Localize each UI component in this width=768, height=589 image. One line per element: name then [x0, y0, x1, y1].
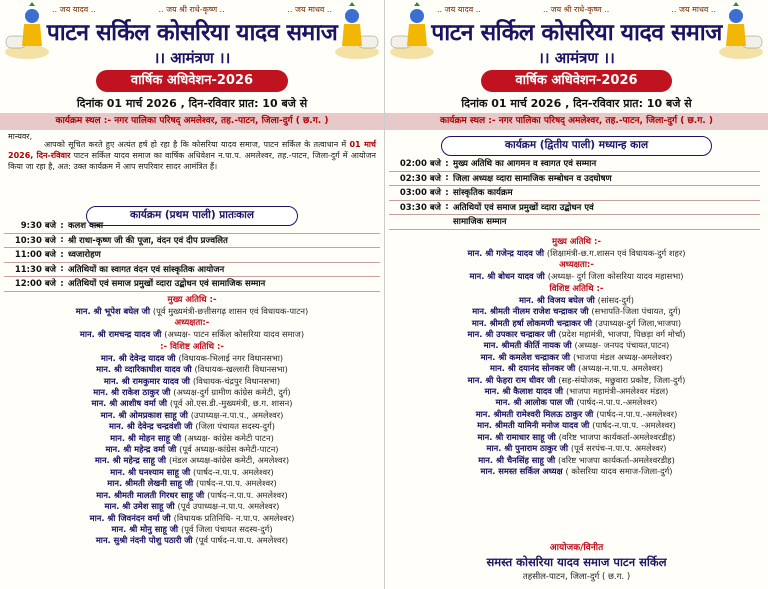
chief-guest: [385, 248, 768, 259]
guest-name: मान. श्रीमती यामिनी मनोज यादव जी: [477, 420, 590, 431]
special-guest-row: [385, 386, 768, 397]
chief-guest-heading: मुख्य अतिथि :-: [551, 237, 601, 247]
special-guest-row: [385, 318, 768, 329]
venue-line: कार्यक्रम स्थल :- नगर पालिका परिषद् अमलेश्वर, तह.-पाटन, जिला-दुर्ग ( छ.ग. ): [385, 113, 768, 130]
slogan: .. जय माधव ..: [287, 5, 332, 14]
schedule-row: 12:00 बजे : अतिथियों एवं समाज प्रमुखों व्दारा उद्बोधन एवं सामाजिक सम्मान: [4, 277, 380, 292]
guest-name: मान. श्री राकेश ठाकुर जी: [93, 387, 171, 398]
special-guest-row: [0, 535, 384, 546]
guest-name: मान. श्री विजय बघेल जी: [519, 294, 595, 305]
guest-list: [385, 236, 768, 477]
guest-detail: (पार्षद-न.पा.प. अमलेश्वर): [196, 478, 277, 489]
special-guest-list: [385, 295, 768, 478]
schedule-activity: श्री राधा-कृष्ण जी की पूजा, वंदन एवं दीप प्रज्वलित: [68, 235, 228, 246]
organizer-block: [385, 540, 768, 582]
chief-guest-heading: मुख्य अतिथि :-: [167, 295, 217, 305]
special-guest-row: [0, 490, 384, 501]
special-guest-row: [385, 340, 768, 351]
special-guest-row: [0, 387, 384, 398]
schedule-activity: ध्वजारोहण: [68, 250, 101, 261]
invitation-paragraph: [8, 139, 376, 172]
invitation-heading: ।। आमंत्रण ।।: [153, 49, 231, 67]
organizer-name: समस्त कोसरिया यादव समाज पाटन सर्किल: [486, 555, 667, 569]
schedule-time: 11:30 बजे: [14, 264, 56, 275]
special-guest-row: [0, 353, 384, 364]
schedule-activity: अतिथियों एवं समाज प्रमुखों व्दारा उद्बोधन एवं: [453, 202, 594, 213]
guest-name: मान. श्री देवेन्द्र यादव जी: [100, 352, 176, 363]
special-guest-row: [385, 352, 768, 363]
special-guest-row: [385, 375, 768, 386]
venue-line: कार्यक्रम स्थल :- नगर पालिका परिषद् अमलेश्वर, तह.-पाटन, जिला-दुर्ग ( छ.ग. ): [0, 113, 384, 130]
guest-detail: (पूर्व ओ.एस.डी.-मुख्यमंत्री, छ.ग. शासन): [169, 398, 293, 409]
page-title: पाटन सर्किल कोसरिया यादव समाज: [431, 19, 722, 46]
invitation-heading: ।। आमंत्रण ।।: [538, 49, 615, 67]
guest-detail: (पूर्व सरपंच-न.पा.प. अमलेश्वर): [570, 443, 667, 454]
guest-detail: (पार्षद-न.पा.प. -अमलेश्वर): [592, 420, 676, 431]
schedule-time: 9:30 बजे: [20, 221, 56, 232]
special-guest-row: [0, 410, 384, 421]
special-guest-row: [0, 478, 384, 489]
schedule-activity: मुख्य अतिथि का आगमन व स्वागत एवं सम्मान: [453, 159, 597, 170]
guest-name: मान. श्री महेन्द्र वर्मा जी: [105, 444, 177, 455]
guest-name: मान. श्री ओमप्रकाश साहू जी: [100, 409, 188, 420]
special-guest-row: [0, 501, 384, 512]
guest-name: मान. श्री महेन्द्र साहू जी: [94, 455, 167, 466]
guest-detail: (पार्षद-न.पा.प. अमलेश्वर): [207, 489, 288, 500]
guest-detail: (शिक्षामंत्री-छ.ग.शासन एवं विधायक-दुर्ग शहर): [546, 248, 686, 258]
guest-name: मान. श्री बोधन यादव जी: [469, 271, 545, 282]
session-badge: वार्षिक अधिवेशन-2026: [481, 70, 672, 92]
guest-name: मान. समस्त सर्किल अध्यक्ष: [480, 465, 563, 476]
slogan: .. जय श्री राधे-कृष्ण ..: [158, 5, 225, 14]
organizer-label: आयोजक/विनीत: [549, 543, 604, 553]
guest-detail: (पूर्व पार्षद-न.पा.प. अमलेश्वर): [195, 535, 289, 546]
guest-detail: (पार्षद-न.पा.प.-अमलेश्वर): [596, 408, 678, 419]
schedule-row: [389, 215, 760, 230]
slogan: .. जय श्री राधे-कृष्ण ..: [542, 5, 610, 14]
guest-name: मान. श्री कमलेश चन्द्राकर जी: [480, 351, 571, 362]
special-guest-row: [385, 363, 768, 374]
schedule-row: 02:00 बजे : मुख्य अतिथि का आगमन व स्वागत एवं सम्मान: [389, 157, 760, 172]
schedule-activity: कलश यात्रा: [68, 221, 104, 232]
special-guest-row: [385, 409, 768, 420]
guest-name: मान. श्री चैनसिंह साहू जी: [478, 454, 556, 465]
guest-detail: (मंडल अध्यक्ष-कांग्रेस कमेटी, अमलेश्वर): [168, 455, 290, 466]
guest-name: मान. श्रीमती लेखनी साहू जी: [107, 478, 194, 489]
guest-name: मान. श्री कैलाश यादव जी: [484, 386, 564, 397]
schedule-time: 11:00 बजे: [14, 250, 56, 261]
guest-name: मान. श्री जिवनंदन वर्मा जी: [89, 512, 171, 523]
guest-detail: (पूर्व अध्यक्ष-कांग्रेस कमेटी-पाटन): [179, 444, 279, 455]
guest-detail: (पार्षद-न.पा.प.-अमलेश्वर): [576, 397, 658, 408]
guest-name: मान. श्रीमती रामेश्वरी मिलऊ ठाकुर जी: [475, 408, 594, 419]
guest-detail: (पूर्व जिला पंचायत सदस्य-दुर्ग): [180, 523, 273, 534]
special-guest-row: [385, 295, 768, 306]
guest-detail: (सभापति-जिला पंचायत, दुर्ग): [591, 306, 681, 317]
special-guest-row: [0, 421, 384, 432]
special-guest-row: [385, 432, 768, 443]
special-guest-row: [385, 455, 768, 466]
special-guest-row: [385, 420, 768, 431]
schedule-row: 03:30 बजे : अतिथियों एवं समाज प्रमुखों व्दारा उद्बोधन एवं: [389, 201, 760, 216]
presiding-guest: [0, 329, 384, 340]
schedule-row: 10:30 बजे : श्री राधा-कृष्ण जी की पूजा, वंदन एवं दीप प्रज्वलित: [4, 234, 380, 249]
slogan: .. जय माधव ..: [671, 5, 716, 14]
guest-name: मान. श्रीमती हर्षा लोकमणी चन्द्राकर जी: [471, 317, 593, 328]
special-guest-row: [0, 455, 384, 466]
special-guest-row: [0, 467, 384, 478]
guest-detail: (जिला पंचायत सदस्य-दुर्ग): [195, 421, 275, 432]
guest-name: मान. श्री देवेन्द्र चन्द्रवंशी जी: [109, 421, 193, 432]
guest-detail: (अध्यक्ष-दुर्ग ग्रामीण कांग्रेस कमेटी, दुर्ग): [173, 387, 291, 398]
schedule-activity: अतिथियों एवं समाज प्रमुखों व्दारा उद्बोधन एवं सामाजिक सम्मान: [68, 279, 266, 290]
program-heading: कार्यक्रम (प्रथम पाली) प्रातःकाल: [86, 206, 298, 226]
slogan: .. जय यादव ..: [437, 5, 481, 14]
schedule-row: 03:00 बजे : सांस्कृतिक कार्यक्रम: [389, 186, 760, 201]
guest-name: मान. सुश्री नंदनी पोशु पठारी जी: [95, 535, 193, 546]
guest-name: मान. श्री आलोक पाल जी: [495, 397, 574, 408]
guest-name: मान. श्री भूपेश बघेल जी: [75, 306, 150, 316]
guest-detail: (विधायक-भिलाई नगर विधानसभा): [178, 352, 284, 363]
special-guest-row: [385, 397, 768, 408]
special-guest-row: [0, 513, 384, 524]
special-guest-row: [0, 433, 384, 444]
special-guest-heading: :- विशिष्ट अतिथि :-: [160, 341, 224, 352]
special-guest-row: [0, 444, 384, 455]
chief-guest: [0, 306, 384, 317]
guest-detail: (उपाध्यक्ष-दुर्ग जिला,भाजपा): [594, 317, 682, 328]
paragraph-text: पाटन सर्किल यादव समाज का वार्षिक अधिवेशन न.पा.प. अमलेश्वर, तह.-पाटन, जिला-दुर्ग में आयोजन किया जा रहा है, अत: उक्त कार्यक्रम में आप सपरिवार सादर आमंत्रित हैं।: [8, 151, 376, 171]
guest-detail: (भाजपा महामंत्री-अमलेश्वर मंडल): [565, 386, 669, 397]
schedule-activity: सांस्कृतिक कार्यक्रम: [453, 188, 513, 199]
special-guest-row: [0, 364, 384, 375]
special-guest-row: [0, 524, 384, 535]
guest-detail: (वरिष्ट भाजपा कार्यकर्ता-अमलेश्वरडीह): [558, 431, 676, 442]
guest-detail: (अध्यक्ष- कांग्रेस कमेटी पाटन): [184, 432, 274, 443]
schedule-list: [389, 157, 760, 230]
schedule-time: 12:00 बजे: [14, 279, 56, 290]
guest-name: मान. श्रीमती कीर्ति नायक जी: [483, 340, 572, 351]
guest-detail: (पूर्व उपाध्यक्ष-न.पा.प. अमलेश्वर): [177, 501, 280, 512]
guest-detail: (भाजपा मंडल अध्यक्ष-अमलेश्वर): [572, 351, 673, 362]
invitation-page-right: [384, 0, 768, 589]
special-guest-row: [385, 306, 768, 317]
guest-name: मान. श्री मोनु साहू जी: [111, 523, 179, 534]
guest-name: मान. श्री दयानंद सोनकर जी: [489, 363, 576, 374]
guest-detail: (अध्यक्ष- दुर्ग जिला कोसरिया यादव महासभा): [547, 271, 684, 282]
guest-name: मान. श्रीमती नीलम राजेश चन्द्राकर जी: [472, 306, 589, 317]
guest-detail: ( कोसरिया यादव समाज-जिला-दुर्ग): [565, 465, 673, 476]
schedule-time: 02:00 बजे: [399, 159, 441, 170]
special-guest-row: [385, 466, 768, 477]
schedule-time: 03:00 बजे: [399, 188, 441, 199]
date-line: दिनांक 01 मार्च 2026 , दिन-रविवार प्रात: 10 बजे से: [461, 97, 692, 110]
guest-detail: (उपाध्यक्ष-न.पा.प., अमलेश्वर): [190, 409, 284, 420]
salutation: मान्यवर,: [8, 132, 33, 141]
schedule-activity: जिला अध्यक्ष व्दारा सामाजिक सम्बोधन व उदघोषण: [453, 173, 612, 184]
special-guest-heading: विशिष्ट अतिथि :-: [549, 283, 604, 294]
guest-detail: (अध्यक्ष-न.पा.प. अमलेश्वर): [578, 363, 664, 374]
schedule-time: 02:30 बजे: [399, 173, 441, 184]
guest-name: मान. श्री मोहन साहू जी: [110, 432, 182, 443]
guest-name: मान. श्री आशीष वर्मा जी: [91, 398, 168, 409]
schedule-list: [4, 219, 380, 292]
guest-detail: (सह-संयोजक, मछुवारा प्रकोष्ट, जिला-दुर्ग): [558, 374, 686, 385]
organizer-location: तहसील-पाटन, जिला-दुर्ग ( छ.ग. ): [522, 572, 631, 582]
slogan-row: [437, 4, 716, 15]
page-title: पाटन सर्किल कोसरिया यादव समाज: [46, 19, 338, 46]
guest-name: मान. श्री पुनाराम ठाकुर जी: [486, 443, 568, 454]
guest-detail: (अध्यक्ष- जनपद पंचायत,पाटन): [574, 340, 670, 351]
session-badge: वार्षिक अधिवेशन-2026: [96, 70, 288, 92]
guest-name: मान. श्री गजेन्द्र यादव जी: [467, 248, 544, 258]
guest-name: मान. श्री उमेश साहू जी: [104, 501, 175, 512]
guest-name: मान. श्री व्दारिकाधीश यादव जी: [96, 364, 192, 375]
presiding-heading: अध्यक्षता:-: [559, 260, 594, 271]
schedule-row: 02:30 बजे : जिला अध्यक्ष व्दारा सामाजिक सम्बोधन व उदघोषण: [389, 172, 760, 187]
presiding-guest: [385, 271, 768, 282]
schedule-activity: अतिथियों का स्वागत वंदन एवं सांस्कृतिक आयोजन: [68, 264, 225, 275]
guest-name: मान. श्री फेहरा राम धीवर जी: [467, 374, 556, 385]
guest-name: मान. श्रीमती मालती गिरधर साहू जी: [96, 489, 205, 500]
guest-detail: (प्रदेश महामंत्री, भाजपा, पिछड़ा वर्ग मोर्चा): [558, 329, 686, 340]
guest-list: [0, 294, 384, 547]
paragraph-text: आपको सूचित करते हुए अत्यंत हर्ष हो रहा है कि कोसरिया यादव समाज, पाटन सर्किल के तत्वाधान में: [44, 140, 347, 149]
guest-name: मान. श्री उपकार चन्द्राकर जी: [467, 329, 556, 340]
slogan: .. जय यादव ..: [52, 5, 96, 14]
schedule-row: 11:00 बजे : ध्वजारोहण: [4, 248, 380, 263]
schedule-activity: सामाजिक सम्मान: [453, 217, 507, 228]
special-guest-list: [0, 353, 384, 547]
guest-detail: (सांसद-दुर्ग): [597, 294, 634, 305]
special-guest-row: [0, 376, 384, 387]
schedule-row: 9:30 बजे : कलश यात्रा: [4, 219, 380, 234]
special-guest-row: [0, 398, 384, 409]
guest-name: मान. श्री रामचन्द्र यादव जी: [79, 329, 162, 340]
guest-detail: (विधायक-चंद्रपुर विधानसभा): [192, 375, 281, 386]
date-line: दिनांक 01 मार्च 2026 , दिन-रविवार प्रात: 10 बजे से: [76, 97, 308, 110]
paragraph-date: 01 मार्च 2026, दिन-रविवार: [8, 140, 377, 160]
guest-detail: (विधायक प्रतिनिधि- न.पा.प. अमलेश्वर): [173, 512, 295, 523]
slogan-row: [52, 4, 332, 15]
guest-name: मान. श्री घनश्याम साहू जी: [110, 466, 191, 477]
guest-detail: (वरिष्ट भाजपा कार्यकर्ता-अमलेश्वरडीह): [558, 454, 675, 465]
schedule-row: 11:30 बजे : अतिथियों का स्वागत वंदन एवं सांस्कृतिक आयोजन: [4, 263, 380, 278]
special-guest-row: [385, 443, 768, 454]
presiding-heading: अध्यक्षता:-: [174, 318, 210, 329]
special-guest-row: [385, 329, 768, 340]
program-heading: कार्यक्रम (द्वितीय पाली) मध्यान्ह काल: [441, 136, 712, 156]
guest-name: मान. श्री रामकुमार यादव जी: [103, 375, 190, 386]
guest-detail: (पार्षद-न.पा.प. अमलेश्वर): [193, 466, 274, 477]
guest-detail: (विधायक-खल्लारी विधानसभा): [194, 364, 288, 375]
guest-detail: (अध्यक्ष- पाटन सर्किल कोसरिया यादव समाज): [164, 329, 305, 340]
guest-name: मान. श्री रामाधार साहू जी: [477, 431, 556, 442]
guest-detail: (पूर्व मुख्यमंत्री-छत्तीसगढ़ शासन एवं विधायक-पाटन): [152, 306, 309, 316]
schedule-time: 10:30 बजे: [14, 235, 56, 246]
schedule-time: 03:30 बजे: [399, 202, 441, 213]
